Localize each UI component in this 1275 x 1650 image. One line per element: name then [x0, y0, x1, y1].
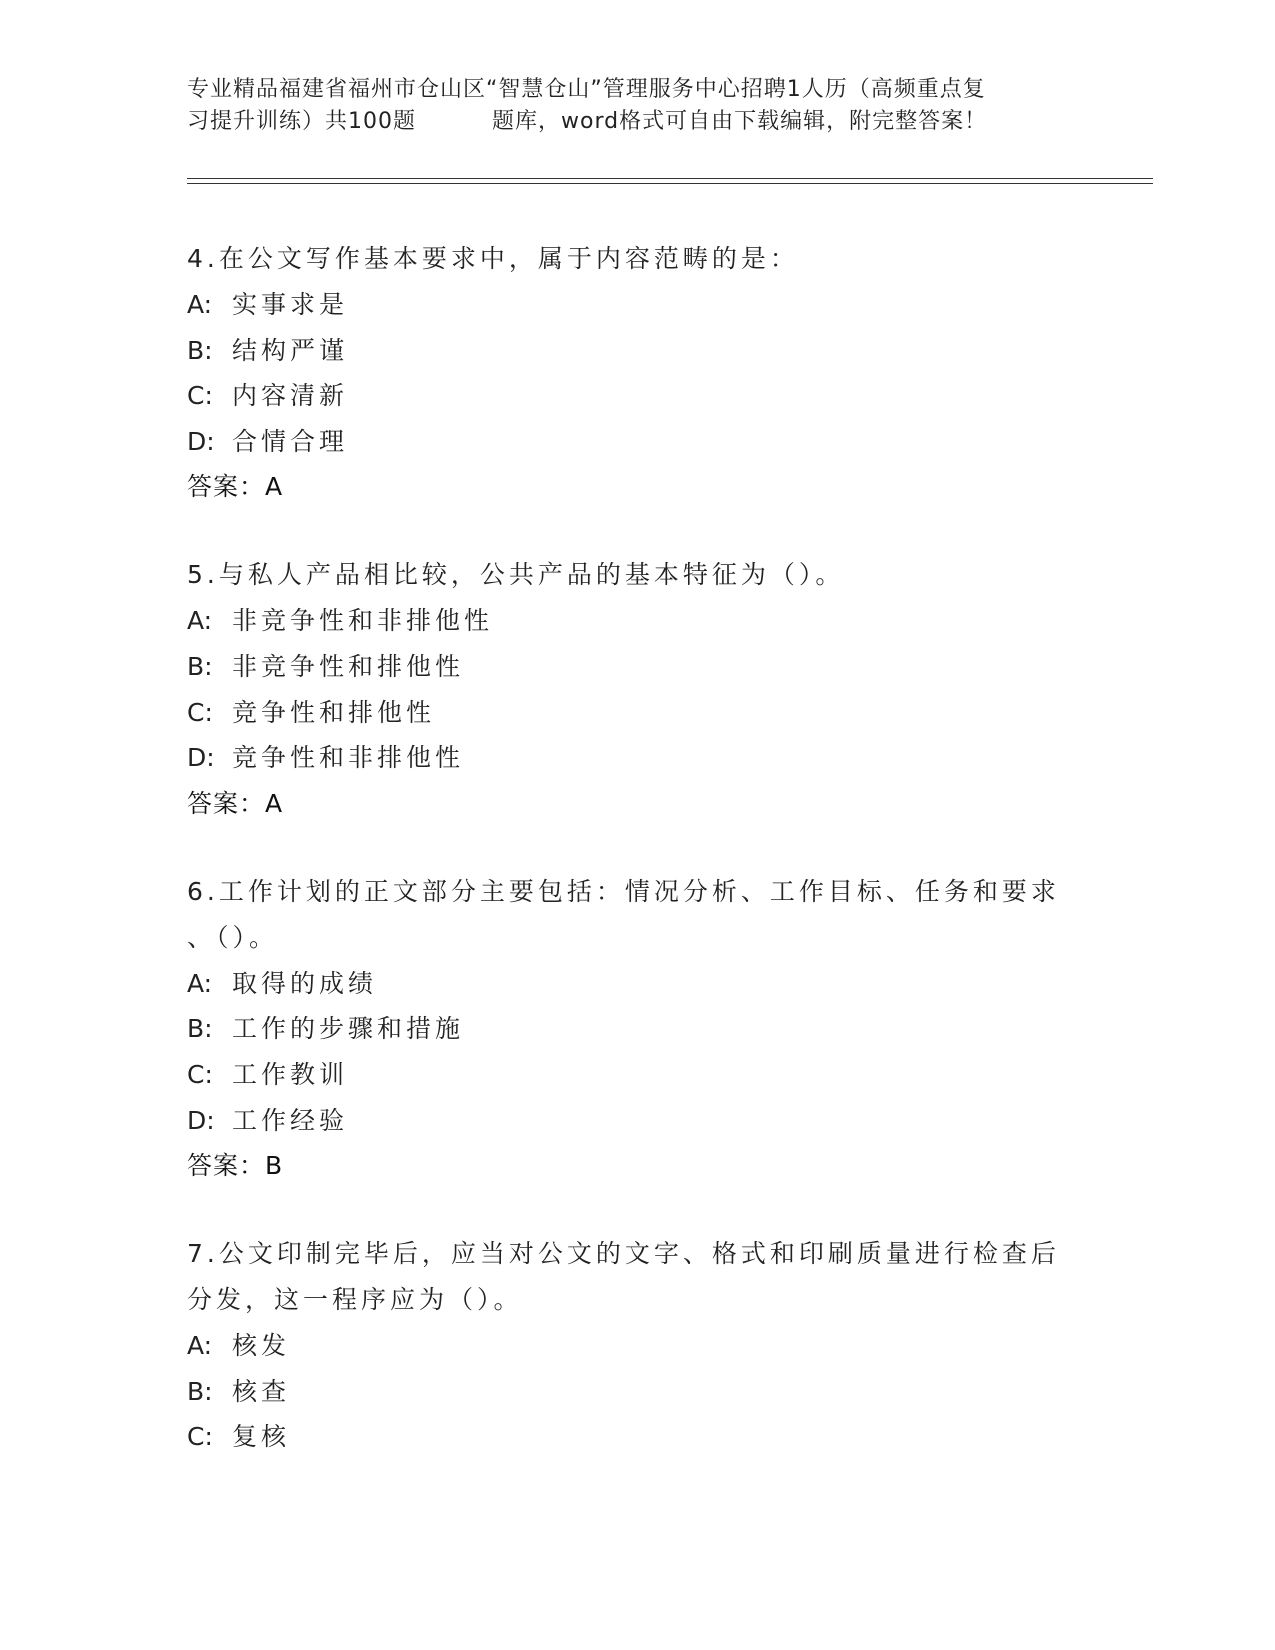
option-b: [187, 1369, 1087, 1415]
option-c: [187, 1052, 1087, 1098]
option-letter: B:: [187, 335, 213, 365]
question-list: [187, 236, 1087, 1502]
option-d: [187, 1098, 1087, 1144]
header-divider-top: [187, 178, 1153, 179]
question-text: [187, 1231, 1087, 1323]
option-text: 核发: [232, 1331, 291, 1361]
header-line-2: [187, 106, 1087, 138]
question-text: [187, 552, 1087, 598]
option-letter: B:: [187, 1376, 213, 1406]
option-text: 非竞争性和排他性: [232, 651, 465, 681]
answer: 答案：A: [187, 788, 284, 818]
option-c: [187, 690, 1087, 736]
option-letter: C:: [187, 1059, 213, 1089]
header-line-2-part-2: 题库，word格式可自由下载编辑，附完整答案！: [492, 109, 988, 134]
option-letter: A:: [187, 968, 213, 998]
question-text-line: 6.工作计划的正文部分主要包括：情况分析、工作目标、任务和要求: [187, 876, 1060, 906]
header-divider-bottom: [187, 183, 1153, 184]
option-letter: C:: [187, 381, 213, 411]
option-text: 实事求是: [232, 290, 349, 319]
option-text: 竞争性和排他性: [232, 697, 436, 727]
option-d: [187, 735, 1087, 781]
option-text: 取得的成绩: [232, 968, 378, 998]
question-text: [187, 236, 1087, 282]
option-letter: D:: [187, 1105, 215, 1135]
option-letter: B:: [187, 1014, 213, 1044]
option-c: [187, 373, 1087, 419]
question-text-line: 分发，这一程序应为（）。: [187, 1285, 523, 1315]
header-line-2-part-1: 习提升训练）共100题: [187, 109, 416, 134]
option-a: [187, 282, 1087, 328]
option-text: 非竞争性和非排他性: [232, 606, 494, 636]
question-5: [187, 552, 1087, 826]
option-letter: D:: [187, 743, 215, 773]
option-a: [187, 1323, 1087, 1369]
question-text-line: 5.与私人产品相比较，公共产品的基本特征为（）。: [187, 560, 845, 590]
question-text: [187, 869, 1087, 961]
option-letter: D:: [187, 426, 215, 456]
option-text: 工作的步骤和措施: [232, 1014, 465, 1044]
option-letter: B:: [187, 651, 213, 681]
option-c: [187, 1414, 1087, 1460]
question-text-line: 、（）。: [187, 922, 279, 952]
answer: 答案：A: [187, 472, 284, 502]
option-a: [187, 598, 1087, 644]
option-b: [187, 328, 1087, 374]
question-text-line: 4.在公文写作基本要求中，属于内容范畴的是：: [187, 244, 799, 273]
question-text-line: 7.公文印制完毕后，应当对公文的文字、格式和印刷质量进行检查后: [187, 1239, 1060, 1269]
question-7: [187, 1231, 1087, 1460]
option-letter: A:: [187, 606, 213, 636]
option-letter: A:: [187, 290, 213, 319]
answer: 答案：B: [187, 1151, 284, 1181]
option-d: [187, 419, 1087, 465]
option-text: 合情合理: [232, 426, 349, 456]
option-text: 工作教训: [232, 1059, 349, 1089]
option-text: 竞争性和非排他性: [232, 743, 465, 773]
option-text: 核查: [232, 1376, 291, 1406]
header-line-1: 专业精品福建省福州市仓山区“智慧仓山”管理服务中心招聘1人历（高频重点复: [187, 77, 986, 102]
option-text: 复核: [232, 1422, 291, 1452]
option-text: 工作经验: [232, 1105, 349, 1135]
option-text: 结构严谨: [232, 335, 349, 365]
option-b: [187, 644, 1087, 690]
option-letter: C:: [187, 1422, 213, 1452]
question-6: [187, 869, 1087, 1189]
document-header: [187, 74, 1087, 138]
option-text: 内容清新: [232, 381, 349, 411]
option-a: [187, 961, 1087, 1007]
option-b: [187, 1006, 1087, 1052]
option-letter: C:: [187, 697, 213, 727]
question-4: [187, 236, 1087, 510]
option-letter: A:: [187, 1331, 213, 1361]
